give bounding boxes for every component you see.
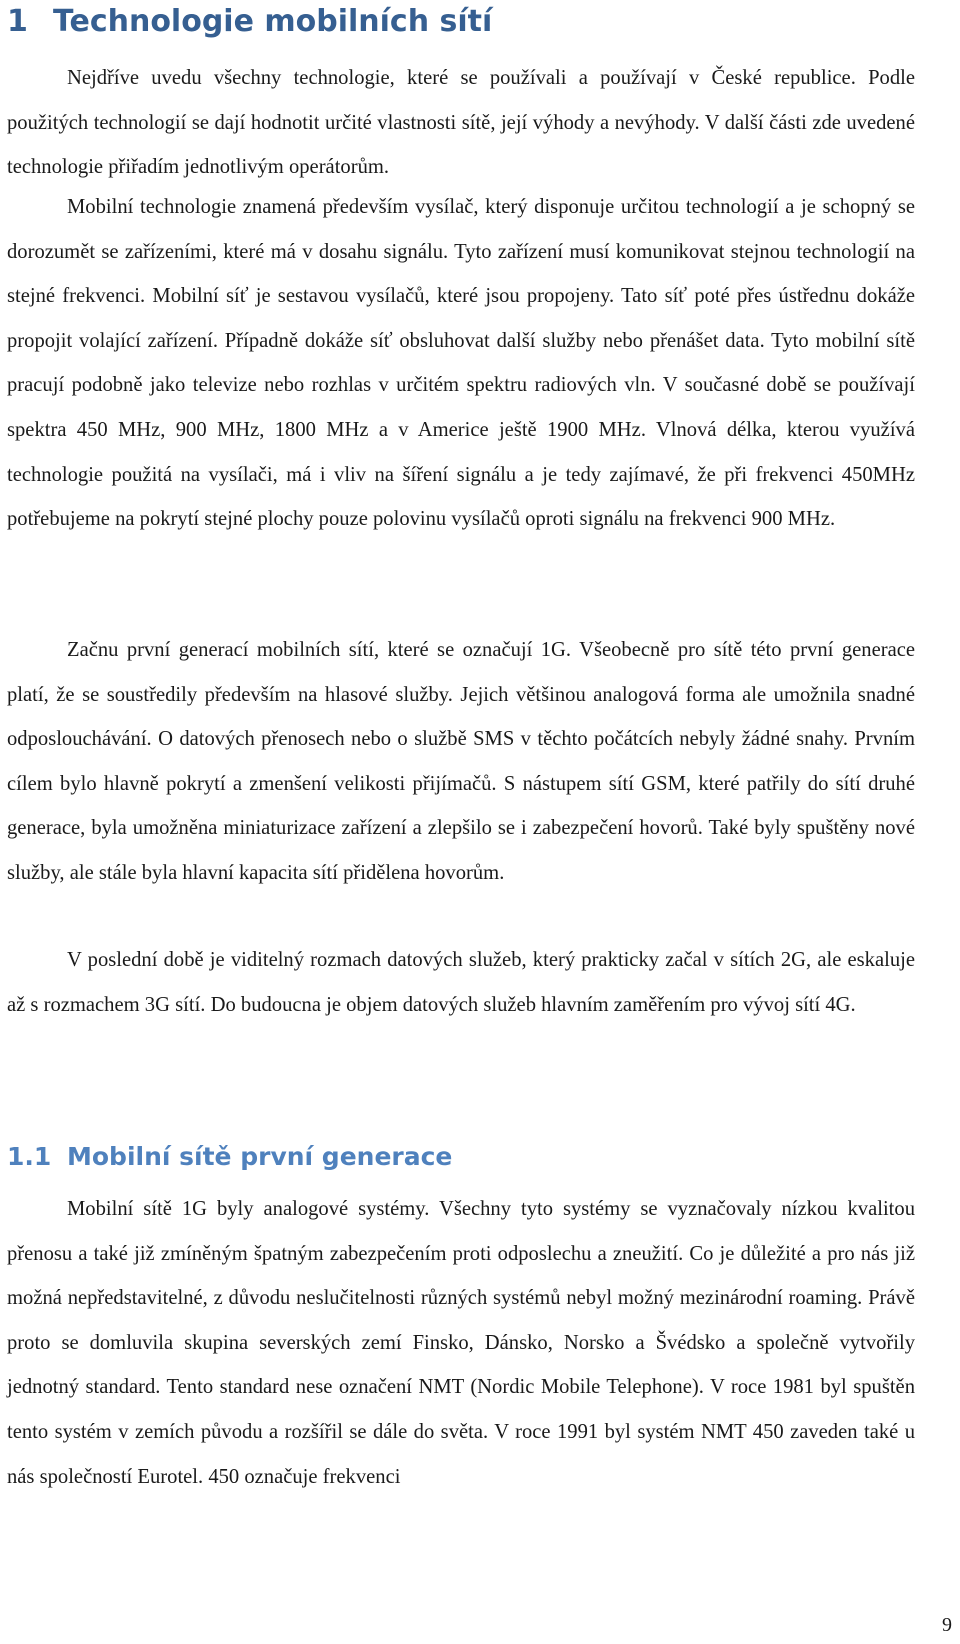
paragraph-data-services: V poslední době je viditelný rozmach datových služeb, který prakticky začal v sítích 2G, ale eskaluje až s rozmachem 3G sítí. Do budoucna je objem datových služeb hlavním zaměřením pro vývoj sítí 4G.: [7, 949, 915, 1016]
subsection-heading: [7, 1140, 452, 1174]
paragraph-intro: Nejdříve uvedu všechny technologie, které se používali a používají v České republice. Podle použitých technologií se dají hodnotit určité vlastnosti sítě, její výhody a nevýhody. V další části zde uvedené technologie přiřadím jednotlivým operátorům.: [7, 67, 915, 179]
paragraph-1g-systems: Mobilní sítě 1G byly analogové systémy. Všechny tyto systémy se vyznačovaly nízkou kvalitou přenosu a také již zmíněným špatným zabezpečením proti odposlechu a zneužití. Co je důležité a pro nás již možná nepředstavitelné, z důvodu neslučitelnosti různých systémů nebyl možný mezinárodní roaming. Právě proto se domluvila skupina severských zemí Finsko, Dánsko, Norsko a Švédsko a společně vytvořily jednotný standard. Tento standard nese označení NMT (Nordic Mobile Telephone). V roce 1981 byl spuštěn tento systém v zemích původu a rozšířil se dále do světa. V roce 1991 byl systém NMT 450 zaveden také u nás společností Eurotel. 450 označuje frekvenci: [7, 1198, 915, 1488]
section-number: 1: [7, 4, 28, 39]
section-heading: [7, 2, 492, 42]
subsection-number: 1.1: [7, 1142, 52, 1171]
subsection-title: Mobilní sítě první generace: [67, 1142, 453, 1171]
paragraph-mobile-technology: Mobilní technologie znamená především vysílač, který disponuje určitou technologií a je schopný se dorozumět se zařízeními, které má v dosahu signálu. Tyto zařízení musí komunikovat stejnou technologií na stejné frekvenci. Mobilní síť je sestavou vysílačů, které jsou propojeny. Tato síť poté přes ústřednu dokáže propojit volající zařízení. Případně dokáže síť obsluhovat další služby nebo přenášet data. Tyto mobilní sítě pracují podobně jako televize nebo rozhlas v určitém spektru radiových vln. V současné době se používají spektra 450 MHz, 900 MHz, 1800 MHz a v Americe ještě 1900 MHz. Vlnová délka, kterou využívá technologie použitá na vysílači, má i vliv na šíření signálu a je tedy zajímavé, že při frekvenci 450MHz potřebujeme na pokrytí stejné plochy pouze polovinu vysílačů oproti signálu na frekvenci 900 MHz.: [7, 196, 915, 531]
paragraph-first-generation: Začnu první generací mobilních sítí, které se označují 1G. Všeobecně pro sítě této první generace platí, že se soustředily především na hlasové služby. Jejich většinou analogová forma ale umožnila snadné odposlouchávání. O datových přenosech nebo o službě SMS v těchto počátcích nebyly žádné snahy. Prvním cílem bylo hlavně pokrytí a zmenšení velikosti přijímačů. S nástupem sítí GSM, které patřily do sítí druhé generace, byla umožněna miniaturizace zařízení a zlepšilo se i zabezpečení hovorů. Také byly spuštěny nové služby, ale stále byla hlavní kapacita sítí přidělena hovorům.: [7, 639, 915, 884]
section-title: Technologie mobilních sítí: [53, 4, 493, 39]
page-number: 9: [942, 1614, 952, 1636]
